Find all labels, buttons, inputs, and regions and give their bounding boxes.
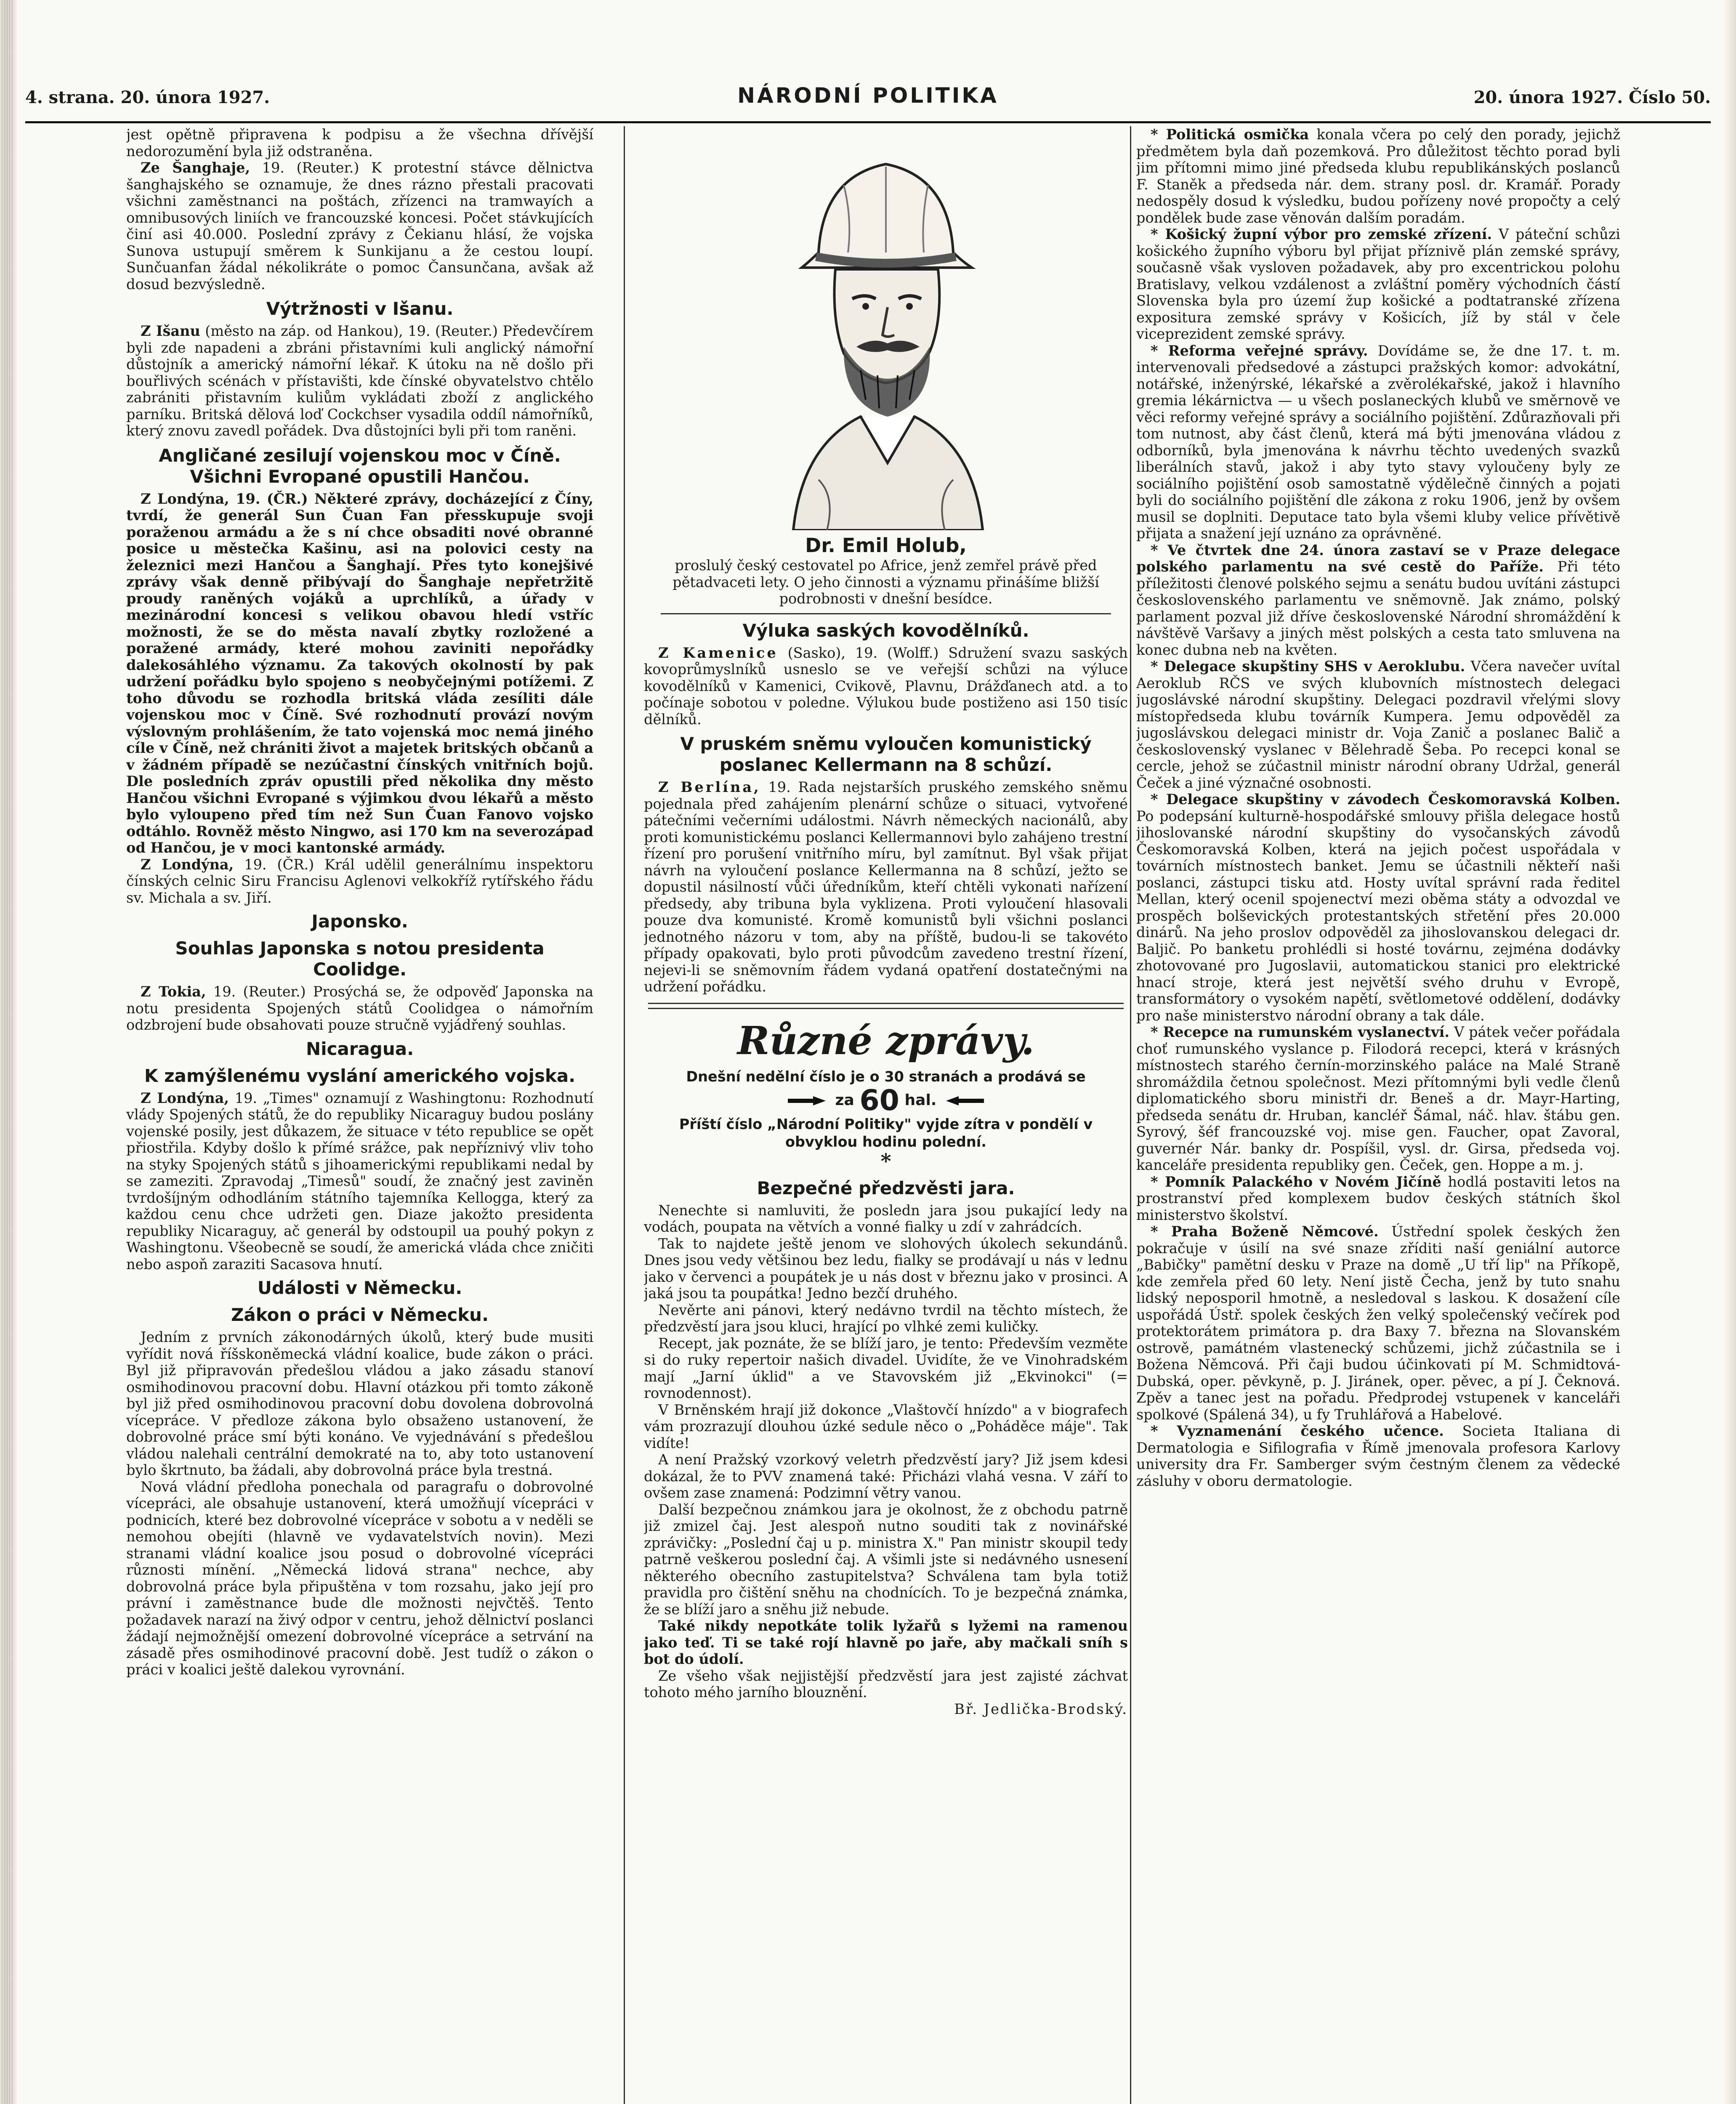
- paragraph-text: Ústřední spolek českých žen pokračuje v úsilí na své snaze zříditi naší geniální autorce „Babičky" pamětní desku v Praze na domě „U tří lip" na Příkopě, kde zemřela před 60 lety. Není jistě Čecha, jenž by tuto snahu lidský neposporil hmotně, a nesledoval s laskou. K dosažení cíle uspořádá Ústř. spolek českých žen velký společenský večírek pod protektorátem primátora p. dra Baxy 7. března na Slovanském ostrově, památném vlastenecký schůzemi, jichž zúčastnila se i Božena Němcová. Při čaji budou účinkovati pí M. Schmidtová-Dubská, oper. pěvkyně, p. J. Jiránek, oper. pěvec, a pí J. Čeknová. Zpěv a tanec jest na pořadu. Předprodej vstupenek v kanceláři spolkové (Spálená 34), u fy Truhlářová a Habelové.: [1136, 1223, 1620, 1423]
- paragraph: [1136, 126, 1620, 226]
- paragraph: [1136, 1423, 1620, 1489]
- divider: [661, 613, 1111, 614]
- dateline: Ze Šanghaje,: [141, 159, 250, 176]
- item-lead: * Praha Boženě Němcové.: [1151, 1223, 1379, 1240]
- author-signature: Bř. Jedlička-Brodský.: [954, 1700, 1128, 1717]
- paragraph: [126, 983, 593, 1033]
- paragraph: Další bezpečnou známkou jara je okolnost, že z obchodu patrně již zmizel čaj. Jest alespoň nutno souditi tak z novinářské zprávičky: „Poslední čaj u p. ministra X." Pan ministr skoupil tedy patrně veškerou poslední čaj. A všimli jste si nedávného usnesení některého obecního zastupitelstva? Schválena tam byla totiž pravidla pro čištění sněhu na chodnících. To je bezpečná známka, že se blíží jaro a sněhu již nebude.: [644, 1501, 1128, 1618]
- paragraph: [644, 645, 1128, 728]
- paragraph-text: (město na záp. od Hankou), 19. (Reuter.) Předevčírem byli zde napadeni a zbráni přistavními kuli anglický námořní důstojník a americký námořní lékař. K útoku na ně došlo při bouřlivých scénách v přístavišti, kde čínské obyvatelstvo chtělo zabrániti přistavním kuliům vykládati zboží z anglického parníku. Britská dělová loď Cockchser vysadila oddíl námořníků, který znovu zavedl pořádek. Dva důstojníci byli při tom raněni.: [126, 323, 593, 439]
- column-divider: [624, 126, 625, 2104]
- dateline: Z Berlína,: [658, 779, 761, 795]
- column-divider: [1130, 126, 1131, 2104]
- paragraph-text: 19. (ČR.) Král udělil generálnímu inspektoru čínských celnic Siru Francisu Aglenovi velkokříž rytířského řádu sv. Michala a sv. Jiří.: [126, 856, 593, 906]
- headline: Výtržnosti v Išanu.: [266, 298, 454, 319]
- item-lead: * Vyznamenání českého učence.: [1151, 1423, 1444, 1439]
- paragraph-text: V pátek večer pořádala choť rumunského vyslance p. Filodorá recepci, která v krásných místnostech starého černín-morzinského paláce na Malé Straně shromáždila četnou společnost. Mezi přítomnými byli vedle členů diplomatického sboru ministři dr. Beneš a dr. Mayr-Harting, předseda senátu dr. Hruban, kancléř Šámal, náč. hlav. štábu gen. Syrový, šéf francouzské voj. mise gen. Faucher, opat Zavoral, guvernér Nár. banky dr. Pospíšil, vysl. dr. Girsa, předseda voj. kanceláře presidenta republiky gen. Čeček, gen. Hoppe a m. j.: [1136, 1024, 1620, 1173]
- section-heading: Japonsko.: [311, 911, 408, 932]
- headline: K zamýšlenému vyslání amerického vojska.: [144, 1065, 576, 1086]
- paragraph: [1136, 1024, 1620, 1174]
- double-divider: [648, 1003, 1124, 1009]
- next-issue-notice: Příští číslo „Národní Politiky" vyjde zítra v pondělí v obvyklou hodinu polední.: [679, 1116, 1093, 1150]
- headline: Angličané zesilují vojenskou moc v Číně. Všichni Evropané opustili Hančou.: [159, 445, 561, 487]
- page-header: [25, 75, 1711, 123]
- header-date-right: 20. února 1927. Číslo 50.: [1473, 88, 1711, 107]
- page-binding: [0, 0, 17, 2104]
- paragraph: Ze všeho však nejjistější předzvěstí jara jest zajisté záchvat tohoto mého jarního blouznění.: [644, 1667, 1128, 1700]
- paragraph-text: V páteční schůzi košického župního výboru byl přijat příznivě plán zemské správy, současně však vysloven požadavek, aby pro excentrickou polohu Bratislavy, velkou vzdálenost a zvláštní poměry východních částí Slovenska byla pro území žup košické a podtatranské zřízena expositura zemské správy v Košicích, jíž by stál v čele viceprezident zemské správy.: [1136, 226, 1620, 342]
- paragraph: [126, 159, 593, 292]
- paragraph-text: 19. Rada nejstarších pruského zemského sněmu pojednala před zahájením plenární schůze o situaci, vytvořené pátečními večerními událostmi. Návrh německých nacionálů, aby proti komunistickému poslanci Kellermannovi bylo zahájeno trestní řízení pro porušení vnitřního míru, byl zamítnut. Byl však přijat návrh na vyloučení poslance Kellermanna na 8 schůzí, ježto se dopustil násilností vůči úředníkům, kteří chtěli vykonati nařízení předsedy, aby tribuna byla vyklizena. Proti vyloučení hlasovali pouze dva komunisté. Kromě komunistů byli všichni poslanci jednotného názoru v tom, aby na příště, budou-li se takovéto případy opakovati, bylo proti původcům zavedeno trestní řízení, nejevi-li se sněmovním řádem vydaná opatření dostatečnými na udržení pořádku.: [644, 779, 1128, 995]
- item-lead: * Recepce na rumunském vyslanectví.: [1151, 1024, 1449, 1040]
- price-prefix: za: [835, 1091, 854, 1109]
- item-lead: * Ve čtvrtek dne 24. února zastaví se v Praze delegace polského parlamentu na své cestě do Paříže.: [1136, 542, 1620, 575]
- paragraph: [1136, 542, 1620, 659]
- paragraph: Jedním z prvních zákonodárných úkolů, který bude musiti vyřídit nová říšskoněmecká vládní koalice, bude zákon o práci. Byl již připravován předešlou vládou a jako zásadu stanoví osmihodinovou pracovní dobu. Hlavní otázkou při tomto zákoně byl již před osmihodinovou pracovní dobu dovolena dobrovolná vícepráce. V předloze zákona bylo obsaženo ustanovení, že dobrovolné práce smí býti konáno. Ve vyjednávání s předešlou vládou nalehali centrální demokraté na to, aby toto ustanovení bylo škrtnuto, ba žádali, aby dobrovolná práce byla trestná.: [126, 1329, 593, 1478]
- dateline: Z Kamenice: [658, 644, 778, 661]
- paragraph: [126, 856, 593, 906]
- section-heading: Události v Německu.: [257, 1278, 463, 1298]
- paragraph: [1136, 343, 1620, 542]
- column-left: [126, 126, 593, 2104]
- column-center: [644, 126, 1128, 2104]
- paragraph: [1136, 1174, 1620, 1224]
- price-value: 60: [859, 1084, 899, 1117]
- item-lead: * Delegace skupštiny v závodech Českomoravská Kolben.: [1151, 791, 1620, 808]
- page-edge: [1725, 0, 1736, 2104]
- pointing-hand-left-icon: [942, 1095, 984, 1107]
- paragraph-text: 19. (Reuter.) Prosýchá se, že odpověď Japonska na notu presidenta Spojených států Coolidgea o námořním odzbrojení bude obsahovati pouze stručně vyjádřený souhlas.: [126, 983, 593, 1033]
- item-lead: * Pomník Palackého v Novém Jičíně: [1151, 1173, 1441, 1190]
- headline: Zákon o práci v Německu.: [231, 1304, 489, 1325]
- newspaper-masthead: NÁRODNÍ POLITIKA: [737, 83, 999, 108]
- paragraph-text: Včera navečer uvítal Aeroklub RČS ve svých klubovních místnostech delegaci jugoslávské národní skupštiny. Delegaci pozdravil vřelými slovy místopředseda klubu továrník Kumpera. Jemu odpověděl za jugoslávskou delegaci ministr dr. Voja Zanič a poslanec Balič a československý vyslanec v Bělehradě Šeba. Po recepci konal se cercle, jehož se zúčastnil ministr národní obrany Udržal, generál Čeček a jiné význačné osobnosti.: [1136, 658, 1620, 791]
- paragraph: [126, 491, 593, 856]
- item-lead: * Reforma veřejné správy.: [1151, 342, 1368, 359]
- paragraph: Nevěrte ani pánovi, který nedávno tvrdil na těchto místech, že předzvěstí jara jsou kluci, hrající po vlhké zemi kuličky.: [644, 1302, 1128, 1335]
- paragraph-text: (Sasko), 19. (Wolff.) Sdružení svazu saských kovoprůmyslníků usneslo se ve veřejší schůzi na výluce kovodělníků v Kamenici, Cvikově, Plavnu, Drážďanech atd. a to počínaje sobotou v poledne. Výlukou bude postiženo asi 150 tisíc dělníků.: [644, 644, 1128, 728]
- paragraph-text: 19. „Times" oznamují z Washingtonu: Rozhodnutí vlády Spojených států, že do republiky Nicaraguy budou poslány vojenské posily, jest důkazem, že situace v této republice se opět přiostřila. Kdyby došlo k přímé srážce, pak nepříznivý vliv toho na styky Spojených států s jihoamerickými republikami nedal by se zameziti. Zpravodaj „Timesů" soudí, že značný jest zaviněn tvrdošíjným odhodláním státního tajemníka Kellogga, který za každou cenu chce udržeti gen. Diaze jakožto presidenta republiky Nicaraguy, ač generál by odstoupil ua pouhý pokyn z Washingtonu. Všeobecně se soudí, že americká vláda chce zničiti nebo aspoň zaraziti Sacasova hnutí.: [126, 1089, 593, 1272]
- item-lead: * Delegace skupštiny SHS v Aeroklubu.: [1151, 658, 1465, 675]
- paragraph-text: Po podepsání kulturně-hospodářské smlouvy přišla delegace hostů jihoslovanské národní skupštiny do vysočanských závodů Českomoravská Kolben, která na jejich počest uspořádala v továrních místnostech banket. Jemu se účastnili někteří naši poslanci, zástupci tisku atd. Hosty uvítal správní rada ředitel Mellan, který ocenil spojenectví mezi oběma státy a odvozdal ve prospěch bolševických protestantských střetění přes 20.000 dinárů. Na jeho proslov odpověděl za jihoslovanskou delegaci dr. Baljič. Po banketu prohlédli si hosté továrnu, zejména dodávky zhotovované pro Jugoslavii, automatickou stanici pro elektrické hnací stroje, která jest největší svého druhu v Evropě, transformátory o vysokém napětí, světlometové oddělení, dodávky pro naše ministerstvo národní obrany a tak dále.: [1136, 808, 1620, 1024]
- paragraph: [126, 1090, 593, 1273]
- paragraph: [1136, 226, 1620, 343]
- section-heading: Nicaragua.: [306, 1038, 414, 1059]
- item-lead: * Politická osmička: [1151, 126, 1309, 143]
- paragraph-text: Societa Italiana di Dermatologia e Sifilografia v Římě jmenovala profesora Karlovy university dra Fr. Samberger svým čestným členem za vědecké zásluhy v oboru dermatologie.: [1136, 1423, 1620, 1489]
- paragraph-text: 19. (Reuter.) K protestní stávce dělnictva šanghajského se oznamuje, že dnes rázno přestali pracovati všichni zaměstnanci na poštách, zřízenci na tramwayích a omnibusových liniích ve francouzské koncesi. Počet stávkujících činí asi 40.000. Poslední zprávy z Čekianu hlásí, že vojska Sunova ustupují směrem k Sunkijanu a že cestou loupí. Sunčuanfan žádal nékolikráte o pomoc Čansunčana, avšak až dosud bezvýsledně.: [126, 159, 593, 292]
- paragraph: Nová vládní předloha ponechala od paragrafu o dobrovolné vícepráci, ale obsahuje ustanovení, která umožňují vícepráci v podnicích, které bez dobrovolné vícepráce v sobotu a v neděli se nemohou obejíti (hlavně ve vydavatelstvích novin). Mezi stranami vládní koalice jsou posud o dobrovolné vícepráci různosti mínění. „Německá lidová strana" nechce, aby dobrovolná práce byla připuštěna v tom rozsahu, jako její pro právní i zaměstnance bude dle možnosti nejvčtěš. Tento požadavek narazí na živý odpor v centru, jehož dělnictví poslanci žádají nejmožnější omezení dobrovolné vícepráce a setrvání na zásadě přes osmihodinové pracovní době. Jest tudíž o zákon o práci v koalici ještě dalekou vyrovnání.: [126, 1478, 593, 1678]
- item-lead: * Košický župní výbor pro zemské zřízení.: [1151, 226, 1492, 242]
- dateline: Z Londýna,: [141, 490, 229, 507]
- paragraph: Nenechte si namluviti, že posledn jara jsou pukající ledy na vodách, poupata na větvích a vonné fialky u zdí v zahrádcích.: [644, 1202, 1128, 1235]
- dateline: Z Londýna,: [141, 1089, 229, 1106]
- paragraph-text: konala včera po celý den porady, jejichž předmětem byla daň pozemková. Pro důležitost těchto porad byli jim přítomni mimo jiné předseda klubu republikánských poslanců F. Staněk a předseda nár. dem. strany posl. dr. Kramář. Porady nedospěly dosud k výsledku, budou pořízeny nové propočty a celý pondělek bude zase věnován dalším poradám.: [1136, 126, 1620, 226]
- paragraph: Tak to najdete ještě jenom ve slohových úkolech sekundánů. Dnes jsou vedy většinou bez ledu, fialky se prodávají u nás v lednu jako v červenci a poupátek je u nás dost v březnu jako v prosinci. A jaká jsou ta poupátka! Jedno bezčí druhého.: [644, 1235, 1128, 1302]
- dateline: Z Tokia,: [141, 983, 206, 1000]
- paragraph: A není Pražský vzorkový veletrh předzvěstí jary? Již jsem kdesi dokázal, že to PVV znamená také: Přicházi vlahá vesna. V září to ovšem zase znamená: Podzimní větry vanou.: [644, 1451, 1128, 1501]
- column-right: [1136, 126, 1620, 2104]
- eye: [906, 303, 913, 310]
- paragraph: [1136, 1223, 1620, 1423]
- paragraph-text: Při této příležitosti členové polského sejmu a senátu budou uvítáni zástupci československého parlamentu ve sněmovně. Jak známo, polský parlament pozval již dříve československé Národní shromáždění k návštěvě Varšavy a jiných měst polských a cesta tato smluvena na konec dubna neb na květen.: [1136, 558, 1620, 658]
- paragraph: Také nikdy nepotkáte tolik lyžařů s lyžemi na ramenou jako teď. Ti se také rojí hlavně po jaře, aby mačkali sníh s bot do údolí.: [644, 1618, 1128, 1667]
- asterism: *: [880, 1149, 891, 1173]
- dateline: Z Išanu: [141, 323, 200, 339]
- paragraph: [644, 779, 1128, 995]
- headline: V pruském sněmu vyloučen komunistický poslanec Kellermann na 8 schůzí.: [680, 733, 1092, 775]
- pointing-hand-right-icon: [788, 1095, 830, 1107]
- binding-lines: [2, 0, 13, 2104]
- paragraph-text: Dovídáme se, že dne 17. t. m. intervenovali předsedové a zástupci pražských komor: advokátní, notářské, inženýrské, lékařské a zvěrolékařské, jakož i hlavního gremia lékárnictva — u všech poslaneckých klubů ve směrnově ve věci reformy veřejné správy a sociálního pojištění. Zdůrazňovali při tom nutnost, aby část členů, která má býti jmenována vládou z odborníků, byla jmenována k návrhu těchto uvedených svazků liberálních stavů, jakož i aby tyto stavy vyloučeny byly ze sociálního pojištění osob samostatně výdělečně činných a pojati byli do sociálního pojištění dle zákona z roku 1906, jenž by ovšem musil se doplniti. Deputace tato byla všemi kluby velice přívětivě přijata a snažení její uznáno za oprávněné.: [1136, 342, 1620, 542]
- paragraph: [126, 323, 593, 439]
- portrait-illustration: [743, 126, 1029, 530]
- dateline: Z Londýna,: [141, 856, 234, 873]
- section-title: Různé zprávy.: [737, 1017, 1035, 1063]
- paragraph-text: 19. (ČR.) Některé zprávy, docházející z Číny, tvrdí, že generál Sun Čuan Fan přesskupuje svoji poraženou armádu a že s ní chce obsaditi nové obranné posice u městečka Kašinu, asi na polovici cesty na železnici mezi Hančou a Šanghají. Přes tyto konejšivé zprávy však denně přibývají do Šanghaje nepřetržitě proudy raněných vojáků a uprchlíků, a úřady v mezinárodní koncesi s velikou obavou hledí vstříc možnosti, že se do města navalí zbytky rozložené a poražené armády, které mohou zaviniti nepořádky dalekosáhlého významu. Za takových okolností by pak udržení pořádku bylo spojeno s neobyčejnými potížemi. Z toho důvodu se rozhodla britská vláda zesíliti dále vojenskou moc v Číně. Své rozhodnutí provází novým výslovným prohlášením, že tato vojenská moc nemá jiného cíle v Číně, než chrániti život a majetek britských občanů a v žádném případě se nezúčastní čínských vnitřních bojů. Dle posledních zpráv opustili před několika dny město Hančou všichni Evropané s výjimkou dvou lékařů a město bylo vyloupeno před tím než Sun Čuan Fanovo vojsko odtáhlo. Rovněž město Ningwo, asi 170 km na severozápad od Hančou, je v moci kantonské armády.: [126, 490, 593, 856]
- paragraph: jest opětně připravena k podpisu a že všechna dřívější nedorozumění byla již odstraněna.: [126, 126, 593, 159]
- paragraph: V Brněnském hrají již dokonce „Vlaštovčí hnízdo" a v biografech vám prozrazují dlouhou úzké sedule něco o „Poháděce máje". Tak vidíte!: [644, 1401, 1128, 1451]
- headline: Výluka saských kovodělníků.: [742, 620, 1029, 641]
- headline: Bezpečné předzvěsti jara.: [757, 1177, 1015, 1198]
- paragraph: [1136, 658, 1620, 791]
- header-date-left: 4. strana. 20. února 1927.: [25, 88, 270, 107]
- headline: Souhlas Japonska s notou presidenta Coolidge.: [175, 938, 545, 980]
- paragraph-text: hodlá postaviti letos na prostranství před komplexem budov českých státních škol ministerstvo školství.: [1136, 1173, 1620, 1223]
- portrait-caption: proslulý český cestovatel po Africe, jenž zemřel právě před pětadvaceti lety. O jeho činnosti a významu přinášíme bližší podrobnosti v dnešní besídce.: [673, 557, 1099, 607]
- portrait-caption-name: Dr. Emil Holub,: [805, 534, 967, 557]
- eye: [862, 303, 869, 310]
- paragraph: Recept, jak poznáte, že se blíží jaro, je tento: Především vezměte si do ruky repertoir našich divadel. Uvidíte, že ve Vinohradském mají „Jarní úklid" a ve Stavovském již „Ekvinokci" (= rovnodennost).: [644, 1335, 1128, 1401]
- price-unit: hal.: [904, 1091, 937, 1109]
- issue-notice: Dnešní nedělní číslo je o 30 stranách a prodává se: [686, 1068, 1086, 1085]
- paragraph: [1136, 791, 1620, 1024]
- price-row: [644, 1086, 1128, 1116]
